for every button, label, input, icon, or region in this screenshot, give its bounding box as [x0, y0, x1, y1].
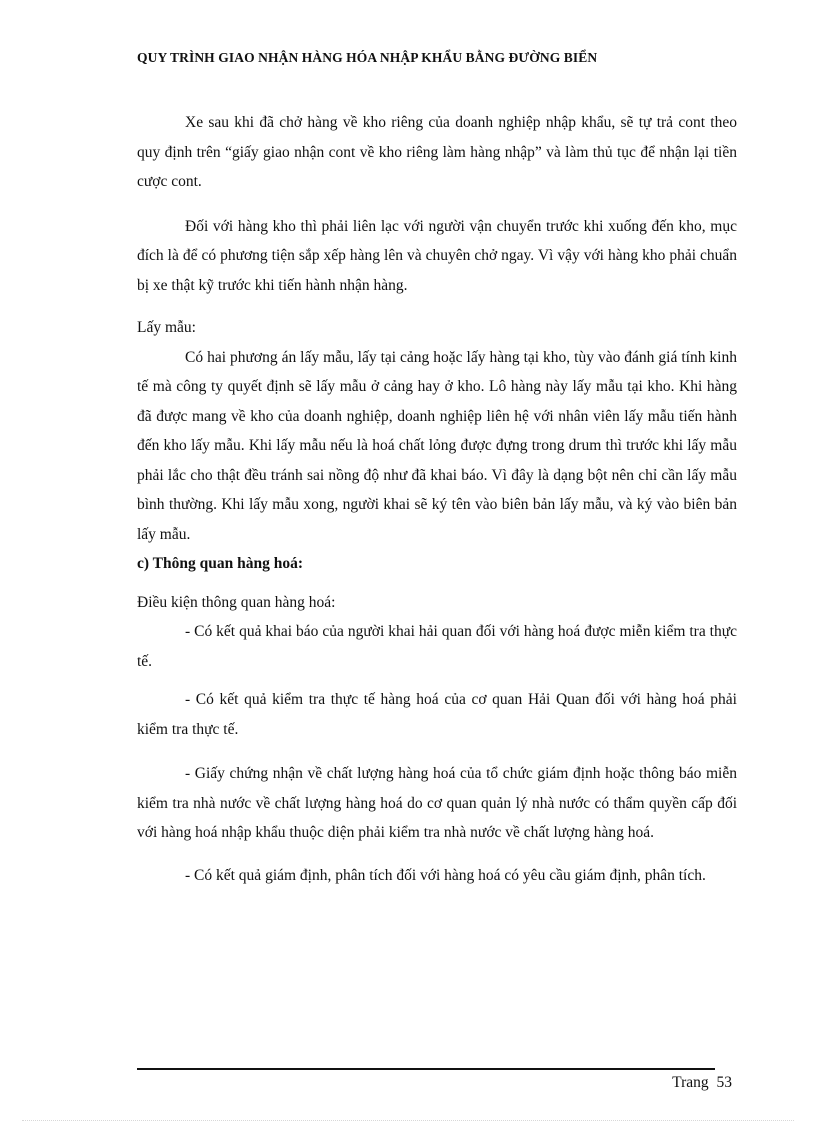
condition-item-declaration: - Có kết quả khai báo của người khai hải quan đối với hàng hoá được miễn kiểm tra thực tế.	[137, 623, 737, 670]
condition-item-inspection: - Có kết quả kiểm tra thực tế hàng hoá của cơ quan Hải Quan đối với hàng hoá phải kiểm tra thực tế.	[137, 691, 737, 738]
section-heading-customs-clearance: c) Thông quan hàng hoá:	[137, 555, 303, 572]
paragraph-return-container: Xe sau khi đã chở hàng về kho riêng của doanh nghiệp nhập khẩu, sẽ tự trả cont theo quy định trên “giấy giao nhận cont về kho riêng làm hàng nhập” và làm thủ tục để nhận lại tiền cược cont.	[137, 114, 737, 190]
clearance-conditions-label: Điều kiện thông quan hàng hoá:	[137, 593, 336, 611]
footer-rule	[137, 1068, 715, 1070]
page-edge-dots	[22, 1120, 794, 1121]
paragraph-warehouse-goods: Đối với hàng kho thì phải liên lạc với người vận chuyển trước khi xuống đến kho, mục đích là để có phương tiện sắp xếp hàng lên và chuyên chở ngay. Vì vậy với hàng kho phải chuẩn bị xe thật kỹ trước khi tiến hành nhận hàng.	[137, 217, 737, 294]
page-number: Trang 53	[672, 1074, 732, 1091]
condition-item-assessment: - Có kết quả giám định, phân tích đối với hàng hoá có yêu cầu giám định, phân tích.	[185, 866, 706, 884]
sampling-label: Lấy mẫu:	[137, 319, 196, 336]
running-header: QUY TRÌNH GIAO NHẬN HÀNG HÓA NHẬP KHẨU BẰNG ĐƯỜNG BIỂN	[137, 50, 598, 65]
condition-item-quality-certificate: - Giấy chứng nhận về chất lượng hàng hoá của tổ chức giám định hoặc thông báo miễn kiểm tra nhà nước về chất lượng hàng hoá do cơ quan quản lý nhà nước có thẩm quyền cấp đối với hàng hoá nhập khẩu thuộc diện phải kiểm tra nhà nước về chất lượng hàng hoá.	[137, 765, 737, 841]
paragraph-sampling: Có hai phương án lấy mẫu, lấy tại cảng hoặc lấy hàng tại kho, tùy vào đánh giá tính kinh tế mà công ty quyết định sẽ lấy mẫu ở cảng hay ở kho. Lô hàng này lấy mẫu tại kho. Khi hàng đã được mang về kho của doanh nghiệp, doanh nghiệp liên hệ với nhân viên lấy mẫu tiến hành đến kho lấy mẫu. Khi lấy mẫu nếu là hoá chất lỏng được đựng trong drum thì trước khi lấy mẫu phải lắc cho thật đều tránh sai nồng độ như đã khai báo. Vì đây là dạng bột nên chỉ cần lấy mẫu bình thường. Khi lấy mẫu xong, người khai sẽ ký tên vào biên bản lấy mẫu, và ký vào biên bản lấy mẫu.	[137, 348, 737, 543]
document-body	[137, 108, 737, 890]
